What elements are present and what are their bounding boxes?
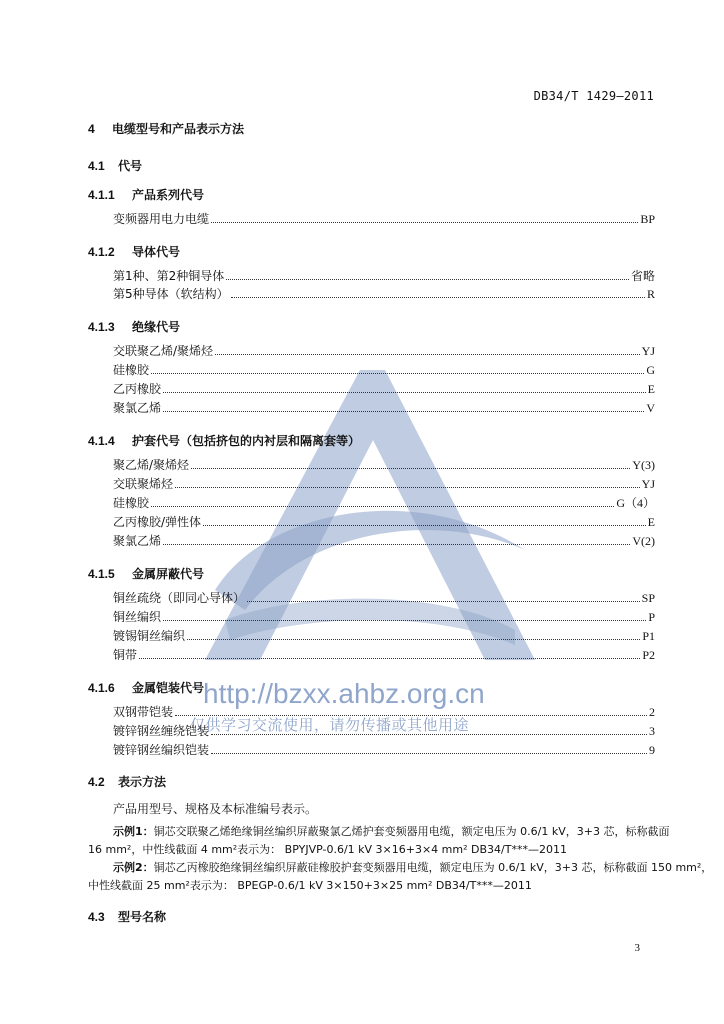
- heading-title: 电缆型号和产品表示方法: [112, 122, 245, 136]
- entry-label: 双钢带铠装: [113, 705, 174, 719]
- entry-code: R: [646, 287, 655, 301]
- entry-code: 9: [649, 743, 655, 757]
- entry-code: BP: [640, 212, 655, 226]
- example-text: 铜芯乙丙橡胶绝缘铜丝编织屏蔽硅橡胶护套变频器用电缆，额定电压为 0.6/1 kV，3+3 芯，标称截面 150 mm²，: [153, 861, 713, 874]
- list-item: [113, 211, 655, 227]
- leader-dots: [211, 222, 638, 223]
- leader-dots: [175, 487, 640, 488]
- list-item: [113, 400, 655, 416]
- example-text: 铜芯交联聚乙烯绝缘铜丝编织屏蔽聚氯乙烯护套变频器用电缆，额定电压为 0.6/1 kV，3+3 芯，标称截面: [153, 825, 670, 838]
- entry-label: 乙丙橡胶/弹性体: [113, 515, 202, 529]
- heading-4-1-1: [88, 186, 204, 203]
- heading-title: 产品系列代号: [132, 188, 205, 202]
- leader-dots: [151, 506, 614, 507]
- entry-label: 交联聚乙烯/聚烯烃: [113, 344, 214, 358]
- heading-title: 表示方法: [118, 775, 167, 789]
- entry-code: V: [646, 401, 655, 415]
- leader-dots: [226, 279, 629, 280]
- example-2-line-2: 中性线截面 25 mm²表示为： BPEGP-0.6/1 kV 3×150+3×25 mm² DB34/T***—2011: [88, 879, 532, 892]
- watermark-url: http://bzxx.ahbz.org.cn: [203, 678, 485, 709]
- entry-code: 省略: [630, 269, 655, 283]
- leader-dots: [215, 354, 640, 355]
- list-item: [113, 628, 655, 644]
- heading-title: 绝缘代号: [132, 320, 181, 334]
- entry-label: 第1种、第2种铜导体: [113, 269, 225, 283]
- entry-label: 镀锡铜丝编织: [113, 629, 186, 643]
- method-intro: 产品用型号、规格及本标准编号表示。: [113, 802, 318, 816]
- entry-label: 铜丝编织: [113, 610, 162, 624]
- entry-code: G（4）: [616, 496, 655, 510]
- heading-4-1: [88, 157, 142, 174]
- heading-number: 4.1.4: [88, 434, 115, 448]
- entry-code: P2: [642, 648, 655, 662]
- leader-dots: [187, 639, 640, 640]
- entry-code: 3: [649, 724, 655, 738]
- heading-title: 代号: [118, 159, 143, 173]
- entry-code: Y(3): [632, 458, 655, 472]
- entry-label: 铜带: [113, 648, 138, 662]
- entry-label: 硅橡胶: [113, 496, 150, 510]
- entry-label: 镀锌钢丝缠绕铠装: [113, 724, 210, 738]
- heading-number: 4.1: [88, 159, 105, 173]
- leader-dots: [175, 715, 647, 716]
- entry-label: 镀锌钢丝编织铠装: [113, 743, 210, 757]
- entry-code: E: [647, 382, 655, 396]
- entry-code: E: [647, 515, 655, 529]
- watermark-notice: 仅供学习交流使用，请勿传播或其他用途: [190, 716, 470, 734]
- list-item: [113, 590, 655, 606]
- heading-title: 导体代号: [132, 245, 181, 259]
- page-number: 3: [634, 942, 640, 954]
- heading-number: 4: [88, 122, 95, 136]
- entry-label: 第5种导体（软结构）: [113, 287, 229, 301]
- heading-number: 4.2: [88, 775, 105, 789]
- leader-dots: [191, 468, 630, 469]
- heading-number: 4.1.6: [88, 681, 115, 695]
- leader-dots: [247, 601, 640, 602]
- list-item: [113, 647, 655, 663]
- list-item: [113, 742, 655, 758]
- list-item: [113, 457, 655, 473]
- leader-dots: [163, 544, 630, 545]
- list-item: [113, 476, 655, 492]
- entry-code: V(2): [632, 534, 655, 548]
- list-item: [113, 268, 655, 284]
- entry-label: 铜丝疏绕（即同心导体）: [113, 591, 246, 605]
- example-tag: 示例2：: [113, 861, 154, 874]
- heading-number: 4.1.2: [88, 245, 115, 259]
- entry-label: 交联聚烯烃: [113, 477, 174, 491]
- heading-4-1-3: [88, 318, 180, 335]
- entry-label: 变频器用电力电缆: [113, 212, 210, 226]
- heading-number: 4.3: [88, 910, 105, 924]
- example-1-line-1: [113, 823, 669, 839]
- leader-dots: [211, 753, 647, 754]
- heading-title: 护套代号（包括挤包的内衬层和隔离套等）: [132, 434, 361, 448]
- heading-title: 金属铠装代号: [132, 681, 205, 695]
- leader-dots: [211, 734, 647, 735]
- entry-code: G: [646, 363, 655, 377]
- leader-dots: [231, 297, 645, 298]
- entry-label: 聚氯乙烯: [113, 401, 162, 415]
- leader-dots: [163, 620, 646, 621]
- leader-dots: [151, 373, 644, 374]
- list-item: [113, 381, 655, 397]
- entry-code: P1: [642, 629, 655, 643]
- leader-dots: [163, 411, 644, 412]
- list-item: [113, 609, 655, 625]
- example-1-line-2: 16 mm²，中性线截面 4 mm²表示为： BPYJVP-0.6/1 kV 3×16+3×4 mm² DB34/T***—2011: [88, 843, 567, 856]
- list-item: [113, 495, 655, 511]
- heading-4: [88, 120, 244, 137]
- heading-4-1-6: [88, 679, 204, 696]
- heading-4-1-4: [88, 432, 360, 449]
- heading-4-3: [88, 908, 166, 925]
- list-item: [113, 286, 655, 302]
- leader-dots: [163, 392, 646, 393]
- heading-number: 4.1.1: [88, 188, 115, 202]
- document-number: DB34/T 1429—2011: [533, 89, 654, 103]
- heading-number: 4.1.5: [88, 567, 115, 581]
- list-item: [113, 533, 655, 549]
- entry-label: 聚乙烯/聚烯烃: [113, 458, 190, 472]
- entry-label: 乙丙橡胶: [113, 382, 162, 396]
- entry-code: SP: [641, 591, 655, 605]
- heading-4-1-5: [88, 565, 204, 582]
- heading-title: 型号名称: [118, 910, 167, 924]
- entry-code: YJ: [641, 477, 655, 491]
- entry-label: 硅橡胶: [113, 363, 150, 377]
- example-tag: 示例1：: [113, 825, 154, 838]
- heading-number: 4.1.3: [88, 320, 115, 334]
- leader-dots: [139, 658, 640, 659]
- example-2-line-1: [113, 859, 712, 875]
- entry-label: 聚氯乙烯: [113, 534, 162, 548]
- entry-code: P: [648, 610, 655, 624]
- list-item: [113, 514, 655, 530]
- heading-4-1-2: [88, 243, 180, 260]
- entry-code: YJ: [641, 344, 655, 358]
- list-item: [113, 343, 655, 359]
- leader-dots: [203, 525, 646, 526]
- heading-title: 金属屏蔽代号: [132, 567, 205, 581]
- list-item: [113, 704, 655, 720]
- list-item: [113, 362, 655, 378]
- list-item: [113, 723, 655, 739]
- entry-code: 2: [649, 705, 655, 719]
- heading-4-2: [88, 773, 166, 790]
